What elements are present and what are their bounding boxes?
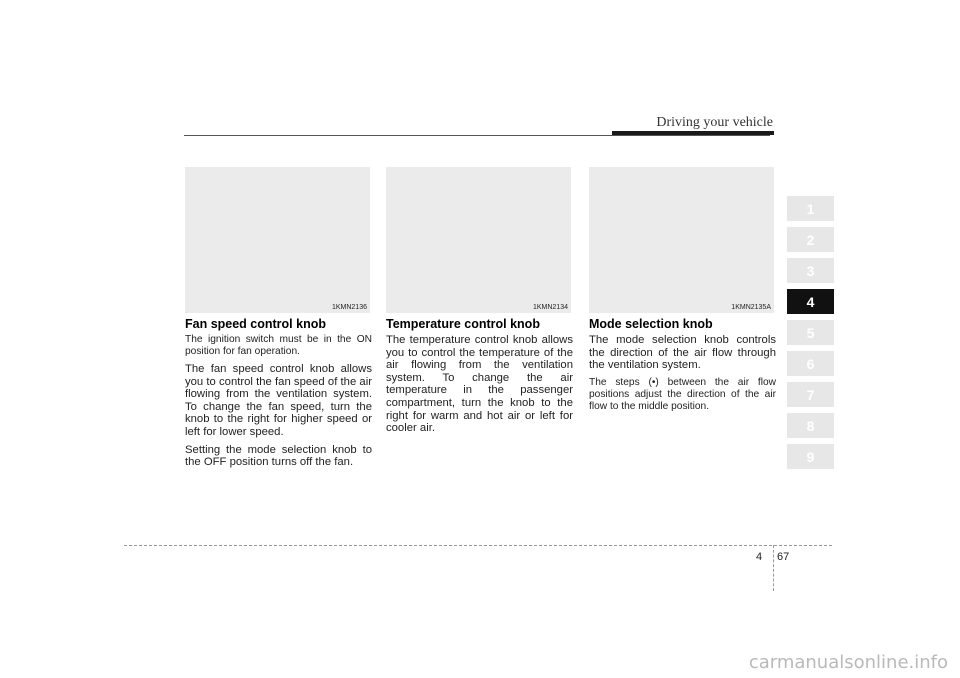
- column-temperature: [386, 167, 573, 440]
- chapter-tab-8[interactable]: 8: [787, 413, 834, 438]
- section-title-fan-speed: Fan speed control knob: [185, 317, 326, 331]
- footer-chapter-number: 4: [756, 551, 763, 563]
- chapter-tab-4[interactable]: 4: [787, 289, 834, 314]
- chapter-tab-6[interactable]: 6: [787, 351, 834, 376]
- figure-code: 1KMN2135A: [731, 304, 771, 311]
- figure-temperature-knob: [386, 167, 571, 313]
- footer-rule: [124, 545, 832, 546]
- watermark: carmanualsonline.info: [748, 652, 948, 673]
- section-title-temperature: Temperature control knob: [386, 317, 540, 331]
- chapter-tab-1[interactable]: 1: [787, 196, 834, 221]
- figure-code: 1KMN2134: [532, 304, 568, 311]
- chapter-tab-2[interactable]: 2: [787, 227, 834, 252]
- footer-divider: [773, 545, 774, 591]
- chapter-tabs: [787, 196, 834, 475]
- footer-page-number: 67: [777, 551, 790, 563]
- paragraph: The temperature control knob allows you to control the temperature of the air flowing from the ventilation system. To change the air temperature in the passenger compartment, turn the knob to the right for warm and hot air or left for cooler air.: [386, 334, 573, 435]
- paragraph: The steps (•) between the air flow positions adjust the direction of the air flow to the middle position.: [589, 376, 776, 412]
- section-title-mode-selection: Mode selection knob: [589, 317, 713, 331]
- paragraph: The fan speed control knob allows you to control the fan speed of the air flowing from the ventilation system. To change the fan speed, turn the knob to the right for higher speed or left for lower speed.: [185, 363, 372, 438]
- figure-fan-speed-knob: [185, 167, 370, 313]
- paragraph: The mode selection knob controls the direction of the air flow through the ventilation system.: [589, 334, 776, 372]
- paragraph: The ignition switch must be in the ON position for fan operation.: [185, 334, 372, 357]
- header-rule: [184, 135, 770, 136]
- header-rule-accent: [612, 131, 774, 135]
- column-mode-selection: [589, 167, 776, 418]
- chapter-tab-3[interactable]: 3: [787, 258, 834, 283]
- figure-code: 1KMN2136: [331, 304, 367, 311]
- chapter-tab-7[interactable]: 7: [787, 382, 834, 407]
- figure-mode-selection-knob: [589, 167, 774, 313]
- paragraph: Setting the mode selection knob to the OFF position turns off the fan.: [185, 443, 372, 469]
- chapter-tab-5[interactable]: 5: [787, 320, 834, 345]
- column-fan-speed: [185, 167, 372, 474]
- chapter-tab-9[interactable]: 9: [787, 444, 834, 469]
- header-title: Driving your vehicle: [656, 115, 773, 130]
